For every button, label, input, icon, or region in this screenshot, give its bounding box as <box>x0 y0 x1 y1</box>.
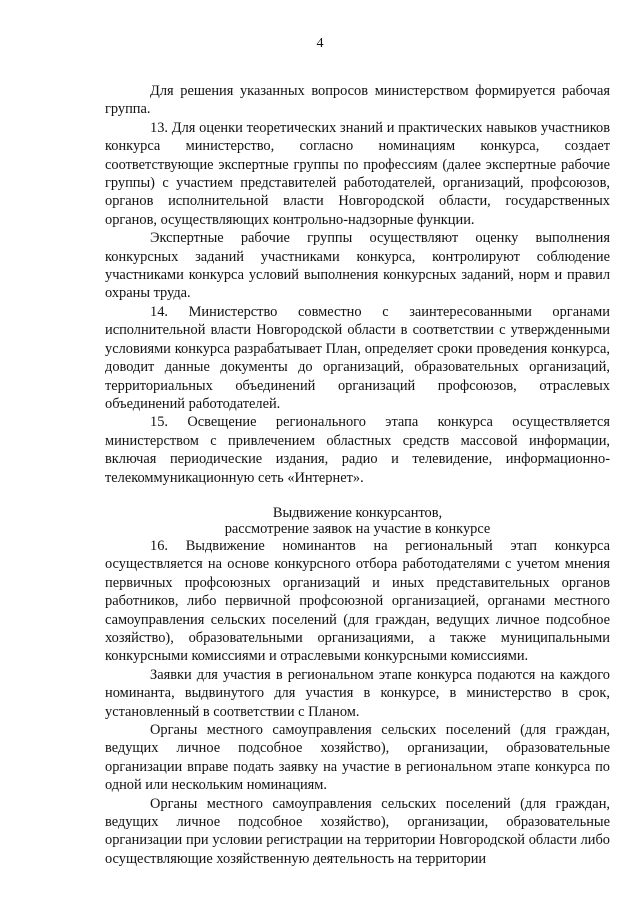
paragraph-item-14: 14. Министерство совместно с заинтересованными органами исполнительной власти Новгородской области в соответствии с утвержденными условиями конкурса разрабатывает План, определяет сроки проведения конкурса, доводит данные документы до организаций, образовательных организаций, территориальных объединений организаций профсоюзов, отраслевых объединений работодателей. <box>105 303 610 412</box>
paragraph-working-group: Для решения указанных вопросов министерством формируется рабочая группа. <box>105 83 610 118</box>
section-heading <box>105 505 610 537</box>
page-number: 4 <box>316 36 324 51</box>
paragraph-right-to-apply: Органы местного самоуправления сельских поселений (для граждан, ведущих личное подсобное хозяйство), организации, образовательные организации вправе подать заявку на участие в региональном этапе конкурса по одной или нескольким номинациям. <box>105 722 610 794</box>
paragraph-item-13: 13. Для оценки теоретических знаний и практических навыков участников конкурса министерство, согласно номинациям конкурса, создает соответствующие экспертные группы по профессиям (далее экспертные рабочие группы) с участием представителей работодателей, организаций, профсоюзов, органов исполнительной власти Новгородской области, государственных органов, осуществляющих контрольно-надзорные функции. <box>105 119 610 228</box>
section-heading-line-2: рассмотрение заявок на участие в конкурсе <box>224 520 491 537</box>
paragraph-expert-groups: Экспертные рабочие группы осуществляют оценку выполнения конкурсных заданий участниками конкурса, контролируют соблюдение участниками конкурса условий выполнения конкурсных заданий, норм и правил охраны труда. <box>105 230 610 302</box>
paragraph-item-16: 16. Выдвижение номинантов на региональный этап конкурса осуществляется на основе конкурсного отбора работодателями с учетом мнения первичных профсоюзных организаций и иных представительных органов работников, либо первичной профсоюзной организацией, органами местного самоуправления сельских поселений (для граждан, ведущих личное подсобное хозяйство), образовательными организациями, а также муниципальными конкурсными комиссиями и отраслевыми конкурсными комиссиями. <box>105 537 610 665</box>
document-body <box>105 82 610 868</box>
paragraph-applications: Заявки для участия в региональном этапе конкурса подаются на каждого номинанта, выдвинутого для участия в конкурсе, в министерство в срок, установленный в соответствии с Планом. <box>105 666 610 720</box>
section-heading-line-1: Выдвижение конкурсантов, <box>272 504 443 521</box>
paragraph-registration-condition: Органы местного самоуправления сельских поселений (для граждан, ведущих личное подсобное хозяйство), организации, образовательные организации при условии регистрации на территории Новгородской области либо осуществляющие хозяйственную деятельность на территории <box>105 795 610 867</box>
paragraph-item-15: 15. Освещение регионального этапа конкурса осуществляется министерством с привлечением областных средств массовой информации, включая периодические издания, радио и телевидение, информационно-телекоммуникационную сеть «Интернет». <box>105 414 610 486</box>
